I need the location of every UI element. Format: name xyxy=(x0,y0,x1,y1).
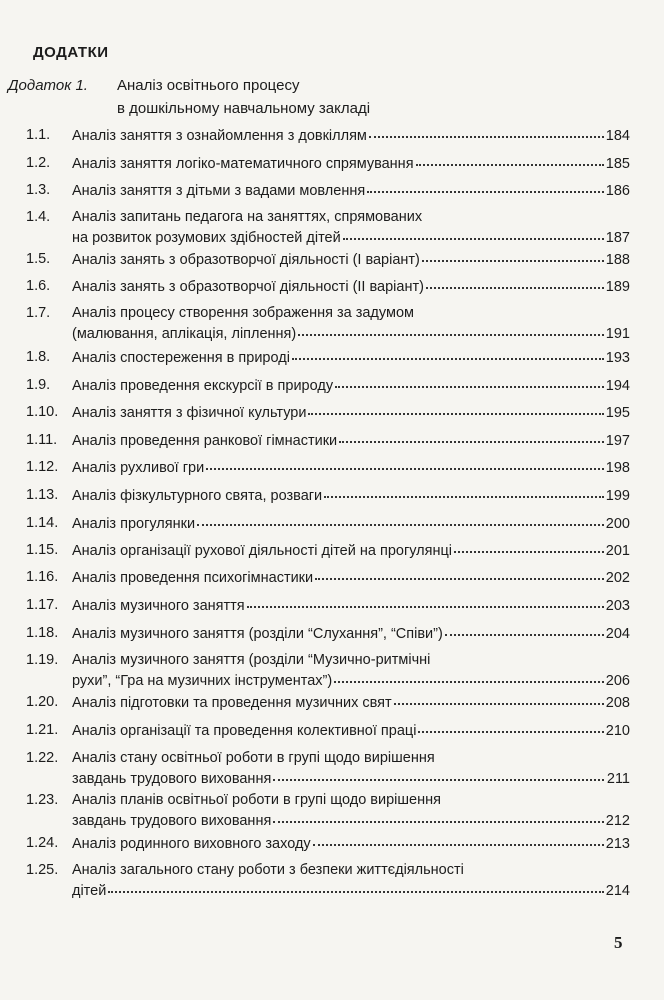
appendix-title-line: в дошкільному навчальному закладі xyxy=(117,100,371,117)
toc-entry-page: 212 xyxy=(605,813,630,830)
toc-entry-title: дітей xyxy=(72,883,107,900)
toc-entry-line xyxy=(72,180,630,202)
dot-leader xyxy=(422,247,604,262)
dot-leader xyxy=(308,400,603,415)
toc-entry-page: 200 xyxy=(605,516,630,533)
toc-entry-page: 193 xyxy=(605,350,630,367)
dot-leader xyxy=(313,831,604,846)
toc-entry-title: Аналіз занять з образотворчої діяльності (ІІ варіант) xyxy=(72,279,424,296)
toc-entry-number: 1.19. xyxy=(26,652,59,668)
toc-entry-line xyxy=(72,595,630,617)
toc-entry-page: 194 xyxy=(605,378,630,395)
toc-entry-number: 1.6. xyxy=(26,278,51,294)
toc-entry-number: 1.3. xyxy=(26,182,51,198)
toc-entry-title: Аналіз планів освітньої роботи в групі щодо вирішення xyxy=(72,792,441,808)
toc-entry-line xyxy=(72,227,630,249)
toc-entry-title: Аналіз занять з образотворчої діяльності (І варіант) xyxy=(72,252,420,269)
dot-leader xyxy=(335,373,604,388)
appendix-title-line: Аналіз освітнього процесу xyxy=(117,77,300,94)
toc-entry-title: завдань трудового виховання xyxy=(72,813,272,830)
dot-leader xyxy=(343,225,604,240)
toc-entry-line xyxy=(72,347,630,369)
dot-leader xyxy=(334,668,604,683)
dot-leader xyxy=(206,455,604,470)
toc-entry-title: Аналіз родинного виховного заходу xyxy=(72,836,311,853)
toc-entry-number: 1.4. xyxy=(26,209,51,225)
appendix-title xyxy=(117,74,537,120)
dot-leader xyxy=(426,274,604,289)
dot-leader xyxy=(394,690,604,705)
toc-entry-page: 206 xyxy=(605,673,630,690)
dot-leader xyxy=(367,178,604,193)
toc-entry-title: Аналіз організації рухової діяльності дітей на прогулянці xyxy=(72,543,453,560)
toc-entry-title: Аналіз підготовки та проведення музичних свят xyxy=(72,695,392,712)
toc-entry-line xyxy=(72,485,630,507)
dot-leader xyxy=(292,345,604,360)
toc-entry-title: Аналіз заняття з дітьми з вадами мовлення xyxy=(72,183,366,200)
toc-entry-line xyxy=(72,402,630,424)
toc-entry-line xyxy=(72,276,630,298)
toc-entry-number: 1.5. xyxy=(26,251,51,267)
toc-entry-number: 1.10. xyxy=(26,404,59,420)
toc-entry-title: Аналіз організації та проведення колективної праці xyxy=(72,723,417,740)
toc-entry-title: Аналіз стану освітньої роботи в групі щодо вирішення xyxy=(72,750,435,766)
toc-entry-title: (малювання, аплікація, ліплення) xyxy=(72,326,297,343)
toc-entry-page: 210 xyxy=(605,723,630,740)
toc-entry-line xyxy=(72,880,630,902)
toc-entry-line xyxy=(72,810,630,832)
page-number: 5 xyxy=(614,933,623,952)
toc-entry-page: 195 xyxy=(605,405,630,422)
toc-entry-title: Аналіз проведення екскурсії в природу xyxy=(72,378,334,395)
dot-leader xyxy=(416,151,604,166)
toc-entry-title: Аналіз заняття з ознайомлення з довкіллям xyxy=(72,128,367,145)
dot-leader xyxy=(273,808,603,823)
toc-entry-number: 1.8. xyxy=(26,349,51,365)
toc-entry-page: 185 xyxy=(605,156,630,173)
dot-leader xyxy=(315,565,604,580)
toc-entry-number: 1.9. xyxy=(26,377,51,393)
toc-entry-title: Аналіз фізкультурного свята, розваги xyxy=(72,488,323,505)
toc-entry-title: Аналіз заняття з фізичної культури xyxy=(72,405,307,422)
dot-leader xyxy=(298,321,604,336)
toc-entry-page: 202 xyxy=(605,570,630,587)
toc-entry-page: 188 xyxy=(605,252,630,269)
toc-entry-page: 186 xyxy=(605,183,630,200)
dot-leader xyxy=(197,511,604,526)
toc-entry-number: 1.12. xyxy=(26,459,59,475)
dot-leader xyxy=(324,483,604,498)
dot-leader xyxy=(454,538,604,553)
toc-entry-title: Аналіз музичного заняття xyxy=(72,598,245,615)
toc-entry-page: 201 xyxy=(605,543,630,560)
toc-entry-page: 198 xyxy=(605,460,630,477)
toc-entry-page: 208 xyxy=(605,695,630,712)
toc-entry-page: 204 xyxy=(605,626,630,643)
toc-entry-number: 1.11. xyxy=(26,432,58,448)
toc-entry-title: Аналіз проведення ранкової гімнастики xyxy=(72,433,338,450)
toc-entry-page: 184 xyxy=(605,128,630,145)
toc-entry-page: 203 xyxy=(605,598,630,615)
toc-entry-number: 1.21. xyxy=(26,722,59,738)
dot-leader xyxy=(108,878,603,893)
section-heading: ДОДАТКИ xyxy=(33,44,109,61)
toc-entry-line xyxy=(72,567,630,589)
dot-leader xyxy=(247,593,604,608)
toc-entry-number: 1.15. xyxy=(26,542,59,558)
toc-entry-line xyxy=(72,430,630,452)
toc-entry-title: завдань трудового виховання xyxy=(72,771,272,788)
toc-entry-title: Аналіз проведення психогімнастики xyxy=(72,570,314,587)
toc-entry-number: 1.20. xyxy=(26,694,59,710)
toc-entry-title: Аналіз музичного заняття (розділи “Слухання”, “Співи”) xyxy=(72,626,443,643)
dot-leader xyxy=(369,123,604,138)
toc-entry-number: 1.17. xyxy=(26,597,59,613)
toc-entry-title: на розвиток розумових здібностей дітей xyxy=(72,230,341,247)
toc-entry-title: Аналіз музичного заняття (розділи “Музично-ритмічні xyxy=(72,652,431,668)
toc-entry-line xyxy=(72,513,630,535)
toc-entry-page: 211 xyxy=(606,771,630,788)
toc-entry-title: Аналіз заняття логіко-математичного спрямування xyxy=(72,156,414,173)
toc-entry-line xyxy=(72,720,630,742)
dot-leader xyxy=(445,621,604,636)
toc-entry-title: Аналіз запитань педагога на заняттях, спрямованих xyxy=(72,209,423,225)
toc-entry-page: 187 xyxy=(605,230,630,247)
toc-entry-number: 1.14. xyxy=(26,515,59,531)
dot-leader xyxy=(339,428,604,443)
toc-entry-title: Аналіз процесу створення зображення за задумом xyxy=(72,305,414,321)
toc-entry-title: Аналіз прогулянки xyxy=(72,516,196,533)
toc-entry-line xyxy=(72,457,630,479)
toc-entry-number: 1.22. xyxy=(26,750,59,766)
toc-entry-line xyxy=(72,153,630,175)
toc-entry-number: 1.1. xyxy=(26,127,51,143)
toc-entry-page: 214 xyxy=(605,883,630,900)
toc-entry-number: 1.18. xyxy=(26,625,59,641)
toc-entry-page: 189 xyxy=(605,279,630,296)
toc-entry-page: 197 xyxy=(605,433,630,450)
toc-entry-number: 1.7. xyxy=(26,305,51,321)
toc-entry-line xyxy=(72,249,630,271)
toc-entry-line xyxy=(72,692,630,714)
appendix-label: Додаток 1. xyxy=(8,77,88,94)
toc-entry-line xyxy=(72,833,630,855)
toc-entry-page: 199 xyxy=(605,488,630,505)
toc-entry-page: 213 xyxy=(605,836,630,853)
toc-entry-line xyxy=(72,670,630,692)
toc-entry-number: 1.23. xyxy=(26,792,59,808)
toc-entry-title: Аналіз рухливої гри xyxy=(72,460,205,477)
toc-entry-title: Аналіз загального стану роботи з безпеки життєдіяльності xyxy=(72,862,464,878)
toc-entry-line xyxy=(72,623,630,645)
toc-entry-number: 1.25. xyxy=(26,862,59,878)
toc-entry-number: 1.13. xyxy=(26,487,59,503)
toc-entry-line xyxy=(72,323,630,345)
toc-entry-line xyxy=(72,768,630,790)
toc-entry-number: 1.2. xyxy=(26,155,51,171)
dot-leader xyxy=(273,766,604,781)
toc-entry-title: рухи”, “Гра на музичних інструментах”) xyxy=(72,673,333,690)
toc-entry-number: 1.24. xyxy=(26,835,59,851)
toc-entry-title: Аналіз спостереження в природі xyxy=(72,350,290,367)
toc-entry-line xyxy=(72,375,630,397)
toc-entry-page: 191 xyxy=(605,326,630,343)
toc-entry-number: 1.16. xyxy=(26,569,59,585)
toc-entry-line xyxy=(72,125,630,147)
dot-leader xyxy=(418,718,603,733)
toc-entry-line xyxy=(72,540,630,562)
